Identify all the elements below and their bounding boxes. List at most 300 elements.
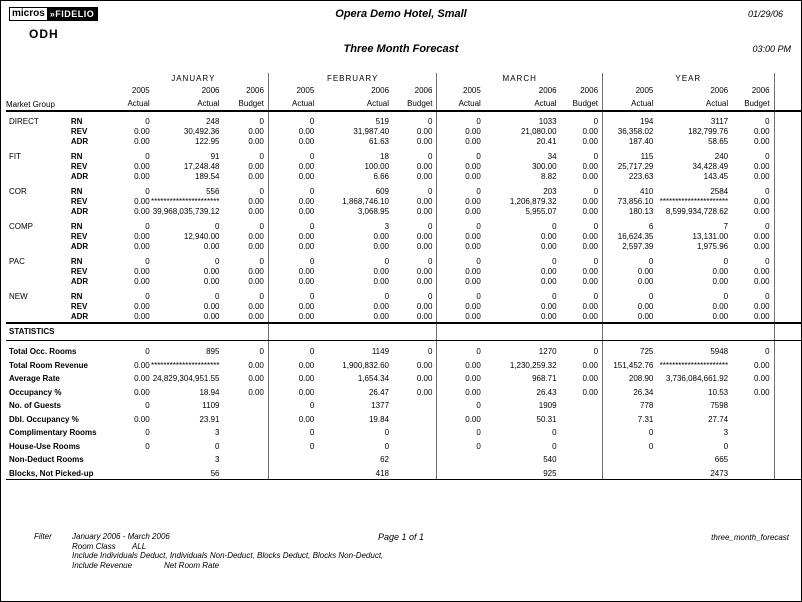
stat-value-cell-text: 0 — [648, 428, 654, 437]
stat-value-cell-text: ********************** — [659, 360, 729, 370]
stat-value-cell — [657, 371, 732, 385]
column-type-header: Actual — [485, 97, 561, 111]
stat-label: Average Rate — [9, 374, 60, 383]
value-cell-text: 0.00 — [416, 197, 433, 206]
value-cell-text: 0 — [765, 222, 770, 231]
value-cell-text: 0.00 — [582, 232, 599, 241]
stat-value-cell-text: 665 — [714, 455, 729, 464]
stat-value-cell-text: 0 — [648, 441, 654, 451]
value-cell-text: 21,080.00 — [520, 127, 557, 136]
stat-value-cell-text: 0 — [476, 441, 481, 451]
filter-include-line: Include Individuals Deduct, Individuals Non-Deduct, Blocks Deduct, Blocks Non-Deduct, — [72, 551, 384, 560]
value-cell-text: 0 — [145, 187, 150, 196]
spacer-cell — [774, 252, 801, 267]
stat-value-cell-text: 0 — [552, 428, 557, 437]
value-cell-text: 0.00 — [541, 277, 557, 286]
column-type-header: Actual — [437, 97, 485, 111]
stat-value-cell-text: 0.00 — [465, 414, 481, 424]
stat-value-cell-text: 895 — [206, 347, 220, 356]
spacer-cell — [774, 452, 801, 466]
blank-cell — [603, 323, 658, 341]
stat-value-cell-text: 0.00 — [248, 360, 264, 370]
value-cell-text: 0.00 — [541, 312, 557, 321]
value-cell-text: 122.95 — [195, 137, 220, 146]
value-cell — [732, 197, 774, 207]
column-type-header: Budget — [732, 97, 774, 111]
stat-value-cell-text: 540 — [543, 455, 557, 464]
column-type-header: Actual — [154, 97, 224, 111]
value-cell-text: 0.00 — [582, 312, 599, 321]
value-cell-text: 0 — [427, 152, 433, 161]
value-cell-text: 0.00 — [753, 302, 770, 311]
value-cell-text: 0.00 — [416, 302, 433, 311]
row-type-label: ADR — [70, 277, 89, 286]
blank-cell — [223, 323, 268, 341]
value-cell-text: 0.00 — [753, 127, 770, 136]
value-cell — [657, 207, 732, 217]
value-cell-text: 0.00 — [416, 277, 433, 286]
stat-value-cell-text: 0.00 — [416, 360, 433, 370]
value-cell-text: 0.00 — [203, 277, 220, 286]
spacer-cell — [774, 323, 801, 341]
stat-value-cell-text: 5948 — [710, 347, 729, 356]
row-type-label: RN — [70, 257, 83, 266]
value-cell-text: 0.00 — [753, 197, 770, 206]
value-cell-text: 61.63 — [368, 137, 390, 146]
value-cell-text: 0 — [723, 292, 729, 301]
value-cell-text: 100.00 — [364, 162, 390, 171]
spacer-cell — [774, 465, 801, 479]
value-cell-text: 0 — [384, 292, 390, 301]
value-cell-text: 0 — [259, 292, 264, 301]
statistics-header: STATISTICS — [6, 323, 119, 341]
value-cell-text: 0 — [593, 222, 599, 231]
stat-value-cell-text: 50.31 — [536, 414, 557, 424]
value-cell-text: 0 — [723, 257, 729, 266]
value-cell-text: 1033 — [538, 117, 557, 126]
stat-value-cell-text: 1,900,832.60 — [342, 360, 390, 370]
stat-value-cell — [657, 425, 732, 439]
row-type-label: RN — [70, 222, 83, 231]
value-cell-text: 0 — [476, 292, 481, 301]
market-group-name: PAC — [9, 257, 25, 266]
value-cell-text: 0 — [259, 257, 264, 266]
value-cell-text: 0 — [765, 257, 770, 266]
column-type-header: Actual — [318, 97, 393, 111]
stat-value-cell — [732, 425, 774, 439]
value-cell-text: 182,799.76 — [688, 127, 729, 136]
blank-cell — [732, 323, 774, 341]
value-cell-text: 0 — [648, 257, 654, 266]
value-cell-text: 0 — [476, 257, 481, 266]
stat-label: Total Occ. Rooms — [9, 347, 77, 356]
value-cell-text: 115 — [640, 152, 654, 161]
row-type-label: REV — [70, 232, 88, 241]
value-cell-text: 0 — [309, 152, 315, 161]
stat-value-cell-text: 3 — [215, 428, 220, 437]
stat-value-cell-text: 1270 — [538, 347, 557, 356]
blank-cell — [318, 323, 393, 341]
stat-value-cell-text: ********************** — [150, 360, 220, 370]
value-cell-text: 0.00 — [298, 172, 315, 181]
spacer-cell — [774, 97, 801, 111]
stat-label: Total Room Revenue — [9, 360, 88, 370]
year-header: 2005 — [437, 85, 485, 97]
stat-value-cell-text: 0 — [476, 401, 481, 410]
year-header: 2006 — [751, 86, 770, 95]
value-cell-text: 0.00 — [637, 277, 654, 286]
stat-value-cell — [732, 452, 774, 466]
stat-value-cell-text: 3,736,084,661.92 — [665, 374, 729, 383]
value-cell-text: 0.00 — [582, 162, 599, 171]
stat-value-cell-text: 0.00 — [582, 387, 599, 397]
value-cell-text: 0 — [593, 187, 599, 196]
spacer-cell — [774, 398, 801, 412]
stat-value-cell — [732, 384, 774, 398]
value-cell-text: 0.00 — [203, 302, 220, 311]
stat-value-cell-text: 0 — [384, 441, 390, 451]
stat-value-cell — [657, 438, 732, 452]
spacer-cell — [774, 111, 801, 127]
row-type-label: RN — [70, 187, 83, 196]
year-header: 2006 — [414, 86, 433, 95]
stat-value-cell-text: 0 — [309, 401, 315, 410]
value-cell-text: 7 — [723, 222, 729, 231]
value-cell-text: 0.00 — [416, 207, 433, 216]
value-cell-text: 39,968,035,739.12 — [152, 207, 220, 216]
value-cell-text: 0.00 — [416, 232, 433, 241]
value-cell-text: 0.00 — [465, 172, 481, 181]
stat-value-cell-text: 0 — [309, 347, 315, 356]
value-cell — [732, 172, 774, 182]
value-cell-text: 0.00 — [134, 137, 150, 146]
forecast-table-wrap — [6, 73, 801, 480]
value-cell-text: 17,248.48 — [183, 162, 220, 171]
stat-value-cell-text: 0 — [145, 428, 150, 437]
value-cell-text: 143.45 — [703, 172, 729, 181]
value-cell-text: 0.00 — [248, 302, 264, 311]
stat-value-cell-text: 0 — [145, 441, 150, 451]
value-cell-text: 0.00 — [373, 242, 390, 251]
stat-value-cell-text: 0.00 — [753, 360, 770, 370]
stat-value-cell-text: 1109 — [202, 401, 220, 410]
value-cell-text: 0.00 — [465, 312, 481, 321]
market-group-name: DIRECT — [9, 117, 39, 126]
value-cell-text: 34,428.49 — [692, 162, 729, 171]
filter-label: Filter — [34, 532, 52, 541]
value-cell-text: 556 — [206, 187, 220, 196]
value-cell-text: 0 — [145, 222, 150, 231]
value-cell-text: 0.00 — [298, 302, 315, 311]
blank-cell — [154, 323, 224, 341]
market-group-name: COMP — [9, 222, 33, 231]
value-cell-text: 2584 — [710, 187, 729, 196]
value-cell-text: 0.00 — [753, 162, 770, 171]
value-cell — [732, 242, 774, 252]
spacer-cell — [774, 127, 801, 137]
value-cell-text: 30,492.36 — [183, 127, 220, 136]
blank-cell — [437, 323, 485, 341]
value-cell-text: 0.00 — [582, 127, 599, 136]
stat-value-cell-text: 0.00 — [298, 414, 315, 424]
forecast-table — [6, 73, 801, 480]
value-cell-text: 0 — [427, 222, 433, 231]
value-cell-text: 187.40 — [628, 137, 654, 146]
page-number: Page 1 of 1 — [377, 532, 425, 542]
stat-value-cell — [657, 465, 732, 479]
value-cell-text: 0.00 — [637, 267, 654, 276]
row-type-label: ADR — [70, 137, 89, 146]
value-cell — [732, 287, 774, 302]
stat-value-cell-text: 1149 — [371, 347, 390, 356]
spacer-cell — [774, 197, 801, 207]
stat-value-cell-text: 0.00 — [416, 374, 433, 383]
value-cell-text: 1,868,746.10 — [342, 197, 390, 206]
value-cell-text: 8.82 — [541, 172, 557, 181]
value-cell-text: 25,717.29 — [617, 162, 654, 171]
row-type-label: ADR — [70, 312, 89, 321]
micros-logo-text: micros — [9, 7, 48, 21]
value-cell-text: 0.00 — [298, 267, 315, 276]
stat-value-cell-text: 0 — [215, 441, 220, 451]
value-cell-text: 0 — [259, 222, 264, 231]
stat-value-cell — [657, 452, 732, 466]
value-cell-text: 0.00 — [712, 312, 729, 321]
value-cell — [657, 197, 732, 207]
month-header: FEBRUARY — [268, 73, 437, 85]
value-cell-text: 0.00 — [541, 267, 557, 276]
stat-value-cell-text: 0 — [145, 347, 150, 356]
value-cell-text: 0.00 — [248, 172, 264, 181]
blank-cell — [485, 323, 561, 341]
value-cell-text: 6 — [648, 222, 654, 231]
value-cell-text: 0.00 — [637, 312, 654, 321]
value-cell-text: 0 — [765, 292, 770, 301]
value-cell-text: 0.00 — [712, 277, 729, 286]
spacer-cell — [774, 172, 801, 182]
value-cell-text: 0.00 — [298, 137, 315, 146]
market-group-name: NEW — [9, 292, 28, 301]
value-cell-text: 0.00 — [582, 267, 599, 276]
value-cell-text: 0 — [259, 117, 264, 126]
value-cell-text: 0.00 — [373, 312, 390, 321]
row-type-label: REV — [70, 267, 88, 276]
value-cell-text: 0 — [593, 292, 599, 301]
month-header: JANUARY — [171, 74, 216, 83]
include-revenue-value: Net Room Rate — [164, 560, 220, 570]
stat-value-cell-text: 151,452.76 — [613, 360, 654, 370]
value-cell-text: 0.00 — [541, 302, 557, 311]
value-cell-text: 0 — [427, 257, 433, 266]
property-code: ODH — [29, 27, 59, 41]
spacer-cell — [774, 287, 801, 302]
stat-value-cell-text: 0.00 — [298, 374, 315, 383]
value-cell-text: 0 — [427, 117, 433, 126]
value-cell-text: 0.00 — [416, 312, 433, 321]
value-cell-text: 0.00 — [465, 277, 481, 286]
value-cell-text: 20.41 — [536, 137, 557, 146]
blank-cell — [393, 323, 437, 341]
spacer-cell — [774, 411, 801, 425]
value-cell-text: 0.00 — [134, 207, 150, 216]
filter-room-class — [72, 542, 454, 552]
column-type-header: Budget — [393, 97, 437, 111]
header-corner-blank — [6, 73, 119, 85]
value-cell-text: 410 — [640, 187, 654, 196]
value-cell-text: 91 — [210, 152, 220, 161]
value-cell — [732, 182, 774, 197]
value-cell-text: 0.00 — [134, 312, 150, 321]
stat-value-cell — [657, 398, 732, 412]
value-cell-text: 0.00 — [416, 267, 433, 276]
stat-label: Occupancy % — [9, 387, 62, 397]
stat-value-cell-text: 0.00 — [134, 414, 150, 424]
value-cell-text: 5,955.07 — [525, 207, 557, 216]
value-cell-text: 0 — [476, 222, 481, 231]
value-cell-text: 0.00 — [298, 207, 315, 216]
value-cell-text: 16,624.35 — [617, 232, 654, 241]
value-cell-text: 0.00 — [373, 232, 390, 241]
value-cell-text: 0.00 — [248, 197, 264, 206]
value-cell-text: 0.00 — [582, 242, 599, 251]
value-cell-text: 0.00 — [465, 197, 481, 206]
spacer-cell — [774, 312, 801, 323]
value-cell-text: 6.66 — [373, 172, 390, 181]
stat-value-cell — [150, 357, 224, 371]
stat-value-cell — [732, 357, 774, 371]
value-cell-text: 0.00 — [712, 302, 729, 311]
value-cell-text: 0.00 — [637, 302, 654, 311]
value-cell-text: 0 — [593, 117, 599, 126]
stat-value-cell-text: 208.90 — [628, 374, 654, 383]
value-cell-text: 0.00 — [465, 137, 481, 146]
stat-value-cell — [732, 438, 774, 452]
stat-value-cell-text: 968.71 — [532, 374, 557, 383]
value-cell — [732, 127, 774, 137]
year-header: 2006 — [201, 86, 220, 95]
spacer-cell — [774, 384, 801, 398]
market-group-name: COR — [9, 187, 27, 196]
value-cell-text: 300.00 — [532, 162, 557, 171]
value-cell-text: 0.00 — [134, 172, 150, 181]
value-cell-text: 0 — [145, 117, 150, 126]
stat-label: Non-Deduct Rooms — [9, 455, 84, 464]
value-cell-text: 0.00 — [298, 232, 315, 241]
row-type-label: RN — [70, 117, 83, 126]
value-cell — [150, 197, 224, 207]
value-cell-text: 0 — [259, 152, 264, 161]
value-cell-text: 0.00 — [753, 172, 770, 181]
value-cell — [732, 267, 774, 277]
stat-value-cell-text: 418 — [375, 468, 390, 478]
value-cell-text: 0.00 — [248, 267, 264, 276]
value-cell — [154, 207, 224, 217]
stat-value-cell-text: 0.00 — [248, 387, 264, 397]
column-type-header: Actual — [603, 97, 658, 111]
value-cell-text: 0 — [765, 117, 770, 126]
stat-value-cell — [154, 371, 224, 385]
value-cell-text: 0 — [309, 117, 315, 126]
stat-value-cell-text: 0 — [259, 347, 264, 356]
stat-value-cell-text: 1,654.34 — [357, 374, 390, 383]
value-cell-text: 31,987.40 — [353, 127, 390, 136]
stat-value-cell — [732, 341, 774, 358]
stat-value-cell-text: 0 — [552, 441, 557, 451]
row-type-label: REV — [70, 302, 88, 311]
value-cell-text: 0.00 — [298, 162, 315, 171]
value-cell-text: 180.13 — [628, 207, 654, 216]
value-cell-text: 73,856.10 — [617, 197, 654, 206]
value-cell-text: 0.00 — [298, 197, 315, 206]
value-cell-text: 3,068.95 — [357, 207, 390, 216]
stat-value-cell-text: 0.00 — [465, 374, 481, 383]
spacer-cell — [774, 267, 801, 277]
stat-value-cell-text: 7.31 — [637, 414, 654, 424]
value-cell-text: 0.00 — [753, 312, 770, 321]
stat-value-cell-text: 0.00 — [465, 387, 481, 397]
value-cell-text: 0.00 — [134, 267, 150, 276]
value-cell-text: 36,358.02 — [617, 127, 654, 136]
column-type-header: Actual — [268, 97, 318, 111]
row-type-label: RN — [70, 152, 83, 161]
spacer-cell — [774, 217, 801, 232]
report-date: 01/29/06 — [747, 9, 783, 19]
stat-value-cell-text: 925 — [543, 468, 557, 478]
column-type-header: Budget — [561, 97, 603, 111]
value-cell-text: 0.00 — [582, 207, 599, 216]
stat-value-cell-text: 0 — [427, 347, 433, 356]
value-cell-text: 0.00 — [416, 172, 433, 181]
month-header: MARCH — [437, 73, 603, 85]
stat-value-cell-text: 19.84 — [368, 414, 390, 424]
value-cell-text: 0.00 — [753, 267, 770, 276]
spacer-cell — [774, 182, 801, 197]
stat-value-cell-text: 0 — [384, 428, 390, 437]
value-cell-text: 0.00 — [203, 267, 220, 276]
stat-value-cell-text: 0 — [309, 428, 315, 437]
value-cell-text: 0.00 — [753, 137, 770, 146]
year-header: 2006 — [246, 86, 264, 95]
value-cell-text: 0.00 — [582, 137, 599, 146]
stat-value-cell-text: 1909 — [538, 401, 557, 410]
value-cell-text: 194 — [640, 117, 654, 126]
value-cell-text: ********************** — [659, 197, 729, 206]
value-cell-text: 0 — [552, 222, 557, 231]
blank-cell — [561, 323, 603, 341]
spacer-cell — [774, 277, 801, 287]
value-cell-text: 0 — [215, 257, 220, 266]
stat-label: No. of Guests — [9, 401, 62, 410]
stat-value-cell-text: 23.91 — [199, 414, 220, 424]
row-type-label: ADR — [70, 207, 89, 216]
spacer-cell — [774, 137, 801, 147]
value-cell-text: 0.00 — [248, 207, 264, 216]
column-type-header: Actual — [657, 97, 732, 111]
value-cell-text: 0 — [309, 222, 315, 231]
value-cell-text: 0 — [309, 257, 315, 266]
stat-value-cell-text: 0.00 — [298, 360, 315, 370]
value-cell-text: 34 — [547, 152, 557, 161]
stat-value-cell-text: 725 — [640, 347, 654, 356]
value-cell-text: 0.00 — [541, 242, 557, 251]
value-cell-text: 0 — [765, 152, 770, 161]
stat-value-cell-text: 0 — [145, 401, 150, 410]
value-cell-text: 0.00 — [203, 242, 220, 251]
value-cell-text: 0.00 — [248, 277, 264, 286]
value-cell-text: 0.00 — [298, 312, 315, 321]
stat-value-cell-text: 27.74 — [708, 414, 729, 424]
value-cell — [732, 277, 774, 287]
